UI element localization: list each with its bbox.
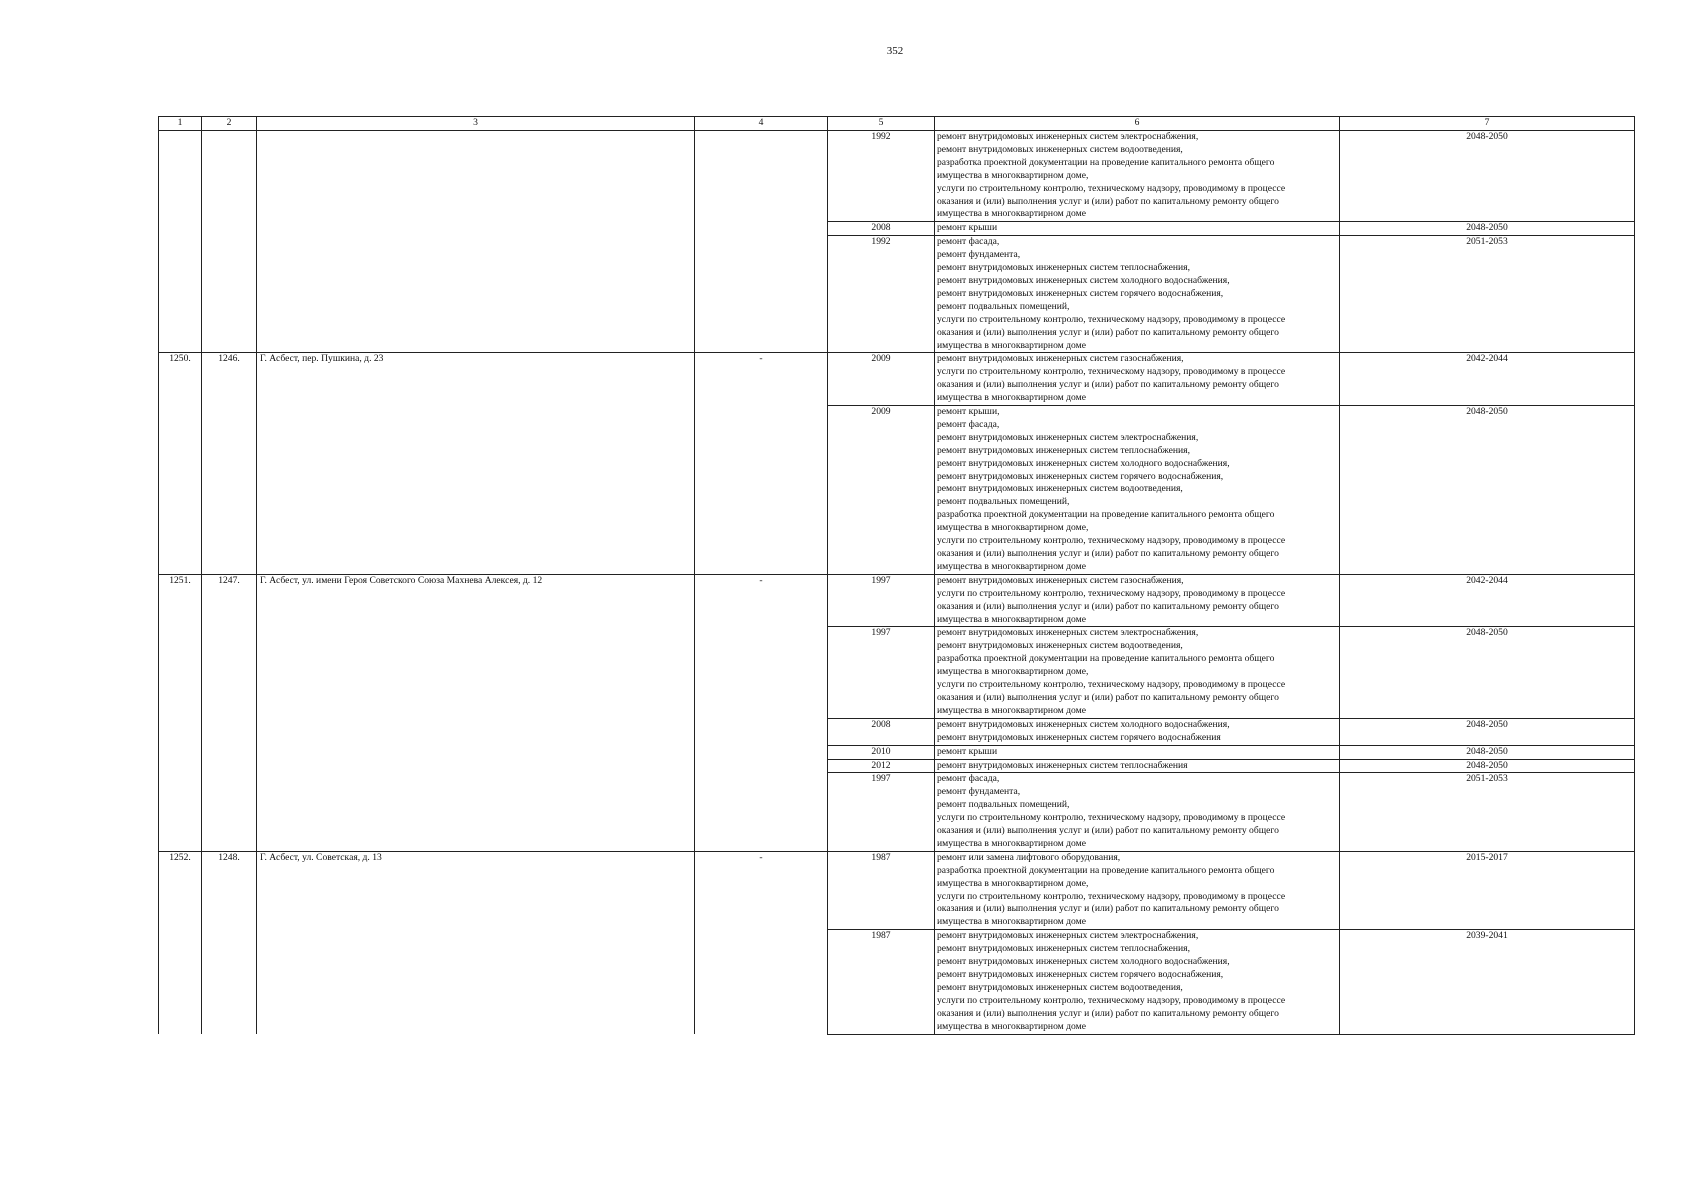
repair-work-line: ремонт внутридомовых инженерных систем горячего водоснабжения,: [937, 470, 1224, 482]
planned-period-cell: 2051-2053: [1340, 773, 1635, 851]
house-number-cell: [159, 131, 202, 353]
repair-work-line: ремонт внутридомовых инженерных систем водоотведения,: [937, 640, 1183, 652]
repair-work-line: имущества в многоквартирном доме: [937, 392, 1086, 404]
repair-work-line: ремонт внутридомовых инженерных систем электроснабжения,: [937, 131, 1199, 142]
repair-works-cell: [935, 236, 1340, 353]
repair-work-line: ремонт внутридомовых инженерных систем электроснабжения,: [937, 431, 1199, 443]
repair-work-line: имущества в многоквартирном доме: [937, 613, 1086, 625]
repair-works-cell: [935, 745, 1340, 759]
repair-work-line: имущества в многоквартирном доме,: [937, 522, 1089, 534]
planned-period-cell: 2048-2050: [1340, 718, 1635, 745]
repair-work-line: разработка проектной документации на проведение капитального ремонта общего: [937, 509, 1275, 521]
registry-number-cell: 1247.: [202, 574, 257, 851]
repair-work-line: ремонт фундамента,: [937, 249, 1021, 261]
repair-work-line: разработка проектной документации на проведение капитального ремонта общего: [937, 156, 1275, 168]
repair-works-cell: [935, 222, 1340, 236]
construction-year-cell: 2010: [828, 745, 935, 759]
column-header-5: 5: [828, 117, 935, 131]
house-number-cell: 1252.: [159, 851, 202, 1034]
column-4-cell: -: [695, 574, 828, 851]
construction-year-cell: 2008: [828, 718, 935, 745]
repair-work-line: ремонт внутридомовых инженерных систем холодного водоснабжения,: [937, 457, 1230, 469]
table-row: [159, 574, 1635, 627]
repair-works-cell: [935, 930, 1340, 1034]
address-cell: Г. Асбест, ул. Советская, д. 13: [257, 851, 695, 1034]
house-number-cell: 1251.: [159, 574, 202, 851]
repair-work-line: ремонт внутридомовых инженерных систем водоотведения,: [937, 483, 1183, 495]
repair-work-line: ремонт или замена лифтового оборудования,: [937, 851, 1121, 863]
repair-works-cell: [935, 627, 1340, 718]
capital-repair-table: [158, 116, 1635, 1035]
house-number-cell: 1250.: [159, 353, 202, 574]
construction-year-cell: 1997: [828, 574, 935, 627]
column-4-cell: -: [695, 353, 828, 574]
repair-works-cell: [935, 131, 1340, 222]
repair-works-cell: [935, 574, 1340, 627]
registry-number-cell: 1248.: [202, 851, 257, 1034]
repair-work-line: разработка проектной документации на проведение капитального ремонта общего: [937, 864, 1275, 876]
repair-work-line: ремонт крыши,: [937, 406, 1000, 418]
column-header-6: 6: [935, 117, 1340, 131]
repair-works-cell: [935, 773, 1340, 851]
construction-year-cell: 1987: [828, 930, 935, 1034]
repair-works-cell: [935, 406, 1340, 575]
construction-year-cell: 2008: [828, 222, 935, 236]
repair-work-line: ремонт внутридомовых инженерных систем газоснабжения,: [937, 353, 1184, 365]
repair-work-line: услуги по строительному контролю, техническому надзору, проводимому в процессе: [937, 890, 1286, 902]
page-number: 352: [886, 45, 904, 57]
planned-period-cell: 2048-2050: [1340, 222, 1635, 236]
repair-works-cell: [935, 353, 1340, 406]
address-cell: Г. Асбест, ул. имени Героя Советского Союза Махнева Алексея, д. 12: [257, 574, 695, 851]
repair-work-line: ремонт внутридомовых инженерных систем холодного водоснабжения,: [937, 956, 1230, 968]
registry-number-cell: 1246.: [202, 353, 257, 574]
construction-year-cell: 2009: [828, 406, 935, 575]
planned-period-cell: 2015-2017: [1340, 851, 1635, 929]
repair-work-line: услуги по строительному контролю, техническому надзору, проводимому в процессе: [937, 679, 1286, 691]
repair-work-line: ремонт крыши: [937, 222, 998, 234]
repair-work-line: ремонт внутридомовых инженерных систем теплоснабжения: [937, 759, 1188, 771]
repair-work-line: оказания и (или) выполнения услуг и (или) работ по капитальному ремонту общего: [937, 903, 1279, 915]
planned-period-cell: 2048-2050: [1340, 131, 1635, 222]
repair-work-line: ремонт подвальных помещений,: [937, 300, 1070, 312]
planned-period-cell: 2039-2041: [1340, 930, 1635, 1034]
repair-work-line: имущества в многоквартирном доме: [937, 1020, 1086, 1032]
repair-work-line: услуги по строительному контролю, техническому надзору, проводимому в процессе: [937, 535, 1286, 547]
construction-year-cell: 2012: [828, 759, 935, 773]
repair-work-line: ремонт внутридомовых инженерных систем холодного водоснабжения,: [937, 718, 1230, 730]
table-row: [159, 851, 1635, 929]
planned-period-cell: 2048-2050: [1340, 745, 1635, 759]
planned-period-cell: 2042-2044: [1340, 574, 1635, 627]
construction-year-cell: 1987: [828, 851, 935, 929]
address-cell: [257, 131, 695, 353]
repair-work-line: ремонт внутридомовых инженерных систем теплоснабжения,: [937, 262, 1190, 274]
column-4-cell: [695, 131, 828, 353]
address-cell: Г. Асбест, пер. Пушкина, д. 23: [257, 353, 695, 574]
construction-year-cell: 1992: [828, 236, 935, 353]
repair-work-line: имущества в многоквартирном доме: [937, 837, 1086, 849]
repair-work-line: имущества в многоквартирном доме: [937, 560, 1086, 572]
repair-work-line: ремонт фундамента,: [937, 786, 1021, 798]
registry-number-cell: [202, 131, 257, 353]
repair-work-line: ремонт фасада,: [937, 236, 1000, 248]
column-4-cell: -: [695, 851, 828, 1034]
repair-work-line: имущества в многоквартирном доме: [937, 208, 1086, 220]
construction-year-cell: 1997: [828, 627, 935, 718]
planned-period-cell: 2048-2050: [1340, 627, 1635, 718]
repair-work-line: ремонт подвальных помещений,: [937, 799, 1070, 811]
repair-works-cell: [935, 718, 1340, 745]
repair-work-line: разработка проектной документации на проведение капитального ремонта общего: [937, 653, 1275, 665]
repair-work-line: ремонт внутридомовых инженерных систем электроснабжения,: [937, 627, 1199, 639]
repair-work-line: услуги по строительному контролю, техническому надзору, проводимому в процессе: [937, 313, 1286, 325]
construction-year-cell: 1992: [828, 131, 935, 222]
repair-work-line: имущества в многоквартирном доме: [937, 916, 1086, 928]
repair-work-line: ремонт внутридомовых инженерных систем горячего водоснабжения: [937, 731, 1221, 743]
table-row: [159, 353, 1635, 406]
repair-work-line: оказания и (или) выполнения услуг и (или) работ по капитальному ремонту общего: [937, 600, 1279, 612]
repair-work-line: ремонт внутридомовых инженерных систем водоотведения,: [937, 143, 1183, 155]
repair-work-line: оказания и (или) выполнения услуг и (или) работ по капитальному ремонту общего: [937, 691, 1279, 703]
planned-period-cell: 2048-2050: [1340, 406, 1635, 575]
repair-work-line: услуги по строительному контролю, техническому надзору, проводимому в процессе: [937, 366, 1286, 378]
repair-work-line: ремонт внутридомовых инженерных систем теплоснабжения,: [937, 444, 1190, 456]
repair-works-cell: [935, 759, 1340, 773]
repair-work-line: ремонт внутридомовых инженерных систем горячего водоснабжения,: [937, 287, 1224, 299]
planned-period-cell: 2042-2044: [1340, 353, 1635, 406]
repair-work-line: оказания и (или) выполнения услуг и (или) работ по капитальному ремонту общего: [937, 825, 1279, 837]
repair-work-line: услуги по строительному контролю, техническому надзору, проводимому в процессе: [937, 587, 1286, 599]
repair-work-line: услуги по строительному контролю, техническому надзору, проводимому в процессе: [937, 994, 1286, 1006]
repair-work-line: оказания и (или) выполнения услуг и (или) работ по капитальному ремонту общего: [937, 326, 1279, 338]
repair-work-line: оказания и (или) выполнения услуг и (или) работ по капитальному ремонту общего: [937, 548, 1279, 559]
column-header-3: 3: [257, 117, 695, 131]
table-row: [159, 131, 1635, 222]
column-header-2: 2: [202, 117, 257, 131]
repair-work-line: имущества в многоквартирном доме,: [937, 666, 1089, 678]
repair-work-line: ремонт внутридомовых инженерных систем водоотведения,: [937, 981, 1183, 993]
repair-work-line: ремонт внутридомовых инженерных систем холодного водоснабжения,: [937, 274, 1230, 286]
repair-work-line: оказания и (или) выполнения услуг и (или) работ по капитальному ремонту общего: [937, 379, 1279, 391]
repair-work-line: услуги по строительному контролю, техническому надзору, проводимому в процессе: [937, 182, 1286, 194]
repair-work-line: имущества в многоквартирном доме: [937, 704, 1086, 716]
repair-work-line: имущества в многоквартирном доме,: [937, 877, 1089, 889]
construction-year-cell: 1997: [828, 773, 935, 851]
repair-work-line: ремонт фасада,: [937, 773, 1000, 785]
planned-period-cell: 2051-2053: [1340, 236, 1635, 353]
repair-work-line: ремонт внутридомовых инженерных систем газоснабжения,: [937, 574, 1184, 586]
repair-work-line: ремонт внутридомовых инженерных систем теплоснабжения,: [937, 943, 1190, 955]
repair-work-line: ремонт внутридомовых инженерных систем электроснабжения,: [937, 930, 1199, 942]
repair-work-line: имущества в многоквартирном доме: [937, 339, 1086, 351]
table-body: [159, 131, 1635, 1035]
repair-work-line: оказания и (или) выполнения услуг и (или) работ по капитальному ремонту общего: [937, 1007, 1279, 1019]
repair-work-line: услуги по строительному контролю, техническому надзору, проводимому в процессе: [937, 812, 1286, 824]
column-header-1: 1: [159, 117, 202, 131]
repair-work-line: ремонт фасада,: [937, 418, 1000, 430]
column-header-4: 4: [695, 117, 828, 131]
column-number-row: [159, 117, 1635, 131]
planned-period-cell: 2048-2050: [1340, 759, 1635, 773]
repair-work-line: ремонт подвальных помещений,: [937, 496, 1070, 508]
repair-work-line: ремонт крыши: [937, 745, 998, 757]
repair-works-cell: [935, 851, 1340, 929]
construction-year-cell: 2009: [828, 353, 935, 406]
repair-work-line: ремонт внутридомовых инженерных систем горячего водоснабжения,: [937, 969, 1224, 980]
column-header-7: 7: [1340, 117, 1635, 131]
repair-work-line: оказания и (или) выполнения услуг и (или) работ по капитальному ремонту общего: [937, 195, 1279, 207]
repair-work-line: имущества в многоквартирном доме,: [937, 169, 1089, 181]
